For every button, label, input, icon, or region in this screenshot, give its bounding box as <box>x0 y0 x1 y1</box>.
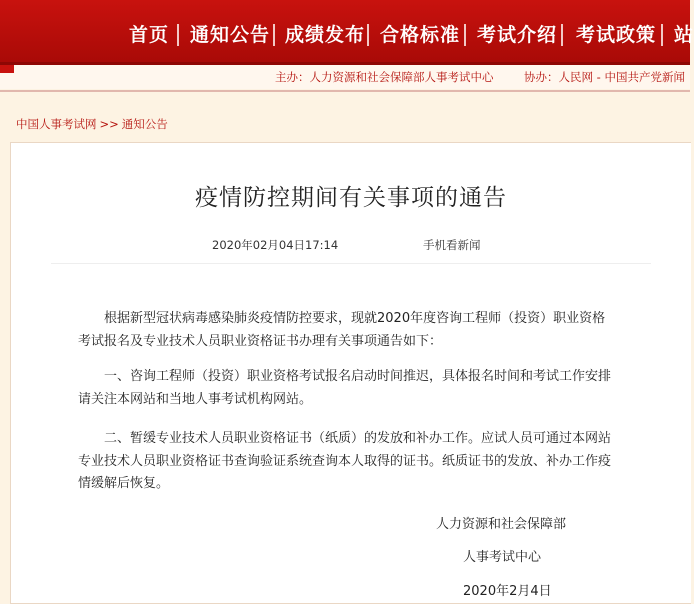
nav-divider <box>661 24 663 46</box>
signature-date: 2020年2月4日 <box>463 584 552 599</box>
nav-more[interactable]: 站 <box>674 24 694 46</box>
header-divider <box>0 90 690 92</box>
nav-divider <box>561 24 563 46</box>
host-bar <box>0 65 690 89</box>
nav-divider <box>273 24 275 46</box>
nav-divider <box>177 24 179 46</box>
article-paragraph: 二、暂缓专业技术人员职业资格证书（纸质）的发放和补办工作。应试人员可通过本网站专业技术人员职业资格证书查询验证系统查询本人取得的证书。纸质证书的发放、补办工作疫情缓解后恢复。 <box>78 431 612 491</box>
article-title: 疫情防控期间有关事项的通告 <box>195 185 507 211</box>
mobile-view-link[interactable]: 手机看新闻 <box>423 238 481 252</box>
nav-notices[interactable]: 通知公告 <box>190 24 271 46</box>
host-text: 主办：人力资源和社会保障部人事考试中心 <box>275 70 494 84</box>
article-paragraph: 一、咨询工程师（投资）职业资格考试报名启动时间推迟，具体报名时间和考试工作安排请关注本网站和当地人事考试机构网站。 <box>78 369 612 407</box>
article-paragraph: 根据新型冠状病毒感染肺炎疫情防控要求，现就2020年度咨询工程师（投资）职业资格考试报名及专业技术人员职业资格证书办理有关事项通告如下： <box>78 311 606 349</box>
breadcrumb-home[interactable]: 中国人事考试网 <box>16 117 97 131</box>
nav-exam-intro[interactable]: 考试介绍 <box>477 24 558 46</box>
nav-policy[interactable]: 考试政策 <box>576 24 657 46</box>
signature-org: 人力资源和社会保障部 <box>436 517 567 532</box>
corner-accent <box>0 65 14 73</box>
nav-home[interactable]: 首页 <box>129 24 170 46</box>
breadcrumb <box>16 116 168 132</box>
meta-divider <box>51 263 651 264</box>
breadcrumb-separator: >> <box>99 117 119 131</box>
nav-standards[interactable]: 合格标准 <box>380 24 461 46</box>
co-host-text: 协办：人民网 - 中国共产党新闻 <box>524 70 685 84</box>
nav-divider <box>367 24 369 46</box>
article-panel <box>10 142 691 604</box>
breadcrumb-current[interactable]: 通知公告 <box>121 117 168 131</box>
nav-divider <box>464 24 466 46</box>
nav-scores[interactable]: 成绩发布 <box>285 24 366 46</box>
top-nav <box>0 0 694 65</box>
article-date: 2020年02月04日17:14 <box>212 238 339 252</box>
signature-dept: 人事考试中心 <box>463 550 542 565</box>
